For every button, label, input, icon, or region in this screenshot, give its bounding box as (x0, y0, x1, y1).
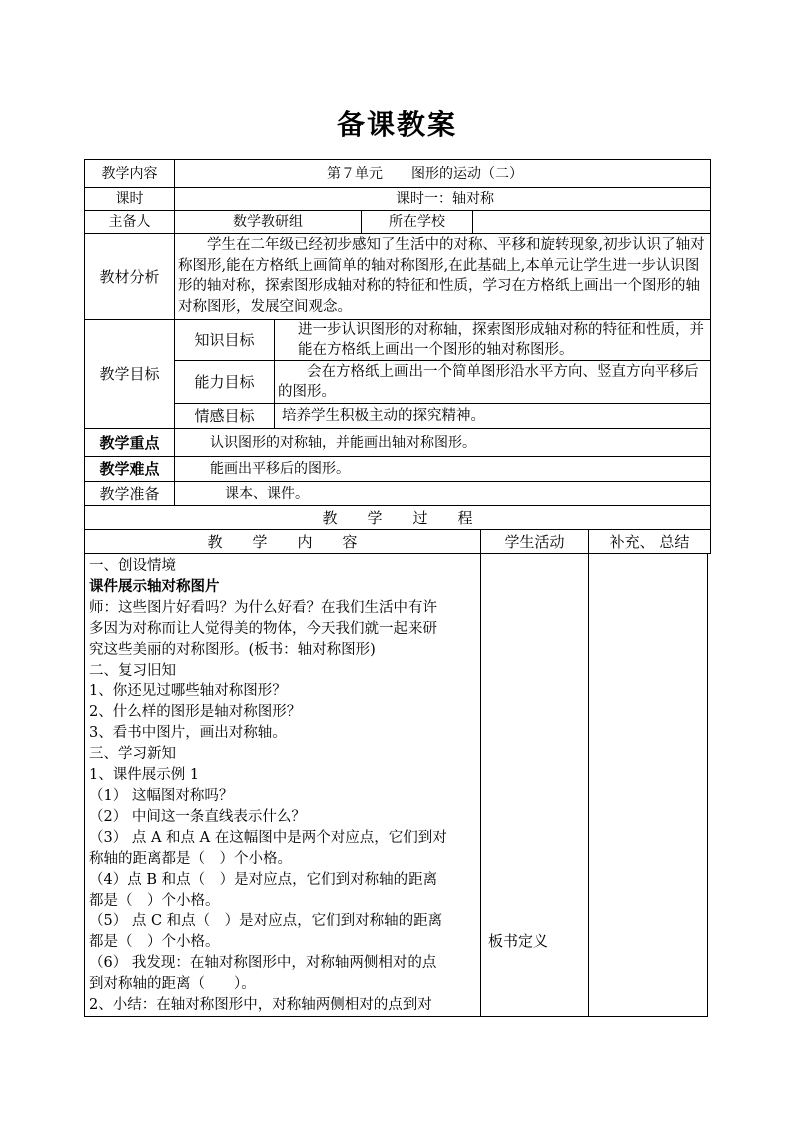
goal-emotion-label: 情感目标 (194, 407, 255, 425)
preparer-label: 主备人 (108, 214, 151, 230)
prep-label: 教学准备 (99, 484, 160, 503)
process-line: 师：这些图片好看吗？为什么好看？在我们生活中有许 (89, 599, 437, 616)
process-line: 课件展示轴对称图片 (89, 578, 220, 595)
difficulty-label: 教学难点 (99, 460, 160, 478)
process-line: 三、学习新知 (89, 746, 176, 763)
process-line: 1、课件展示例 1 (89, 767, 200, 784)
process-line: 2、小结：在轴对称图形中，对称轴两侧相对的点到对 (89, 997, 432, 1014)
analysis-label: 教材分析 (99, 267, 160, 286)
process-line: 究这些美丽的对称图形。(板书：轴对称图形) (89, 641, 376, 658)
period-label: 课时 (115, 191, 144, 207)
goals-label: 教学目标 (99, 365, 160, 383)
process-line: 称轴的距离都是（ ）个小格。 (89, 850, 292, 867)
content-label: 教学内容 (101, 165, 158, 182)
process-line: （1） 这幅图对称吗？ (89, 787, 234, 804)
process-line: 都是（ ）个小格。 (89, 892, 220, 909)
process-header: 教 学 过 程 (322, 508, 473, 527)
page-title: 备课教案 (336, 108, 457, 141)
column-content-header: 教 学 内 容 (207, 532, 358, 551)
period-value: 课时一：轴对称 (396, 191, 494, 207)
process-line: 2、什么样的图形是轴对称图形？ (89, 704, 302, 721)
column-activity-header: 学生活动 (504, 532, 565, 551)
goal-ability-text: 会在方格纸上画出一个简单图形沿水平方向、竖直方向平移后的图形。 (278, 364, 699, 400)
process-line: 多因为对称而让人觉得美的物体，今天我们就一起来研 (89, 620, 437, 637)
process-line: （3） 点 A 和点 A 在这幅图中是两个对应点，它们到对 (89, 829, 447, 846)
school-value (473, 211, 710, 233)
activity-text: 板书定义 (488, 932, 549, 950)
goal-knowledge-text: 进一步认识图形的对称轴，探索图形成轴对称的特征和性质，并能在方格纸上画出一个图形的轴对称图形。 (298, 322, 704, 358)
analysis-text: 学生在二年级已经初步感知了生活中的对称、平移和旋转现象,初步认识了轴对称图形,能在方格纸上画简单的轴对称图形,在此基础上,本单元让学生进一步认识图形的轴对称，探索图形成轴对称的特征和性质，学习在方格纸上画出一个图形的轴对称图形，发展空间观念。 (178, 237, 705, 315)
school-label: 所在学校 (389, 214, 445, 230)
column-summary-header: 补充、 总结 (609, 532, 690, 551)
process-line: （4）点 B 和点（ ）是对应点，它们到对称轴的距离 (89, 871, 438, 888)
goal-emotion-text: 培养学生积极主动的探究精神。 (282, 408, 485, 424)
process-line: 到对称轴的距离（ ）。 (89, 976, 256, 993)
goal-knowledge-label: 知识目标 (194, 331, 255, 349)
content-value: 第７单元 图形的运动（二） (327, 165, 523, 182)
process-line: （2） 中间这一条直线表示什么？ (89, 808, 306, 825)
goal-ability-label: 能力目标 (194, 373, 255, 391)
process-line: 都是（ ）个小格。 (89, 934, 220, 951)
process-line: 二、复习旧知 (89, 662, 176, 679)
process-line: （5） 点 C 和点（ ）是对应点，它们到对称轴的距离 (89, 913, 443, 930)
prep-text: 课本、课件。 (225, 485, 309, 502)
process-content (89, 556, 479, 1016)
difficulty-text: 能画出平移后的图形。 (210, 461, 350, 477)
process-line: （6） 我发现：在轴对称图形中，对称轴两侧相对的点 (89, 955, 437, 972)
key-text: 认识图形的对称轴，并能画出轴对称图形。 (210, 434, 476, 451)
process-line: 3、看书中图片，画出对称轴。 (89, 725, 287, 742)
preparer-value: 数学教研组 (233, 214, 303, 230)
process-line: 一、创设情境 (89, 558, 176, 574)
key-label: 教学重点 (99, 433, 160, 452)
process-line: 1、你还见过哪些轴对称图形？ (89, 683, 287, 700)
